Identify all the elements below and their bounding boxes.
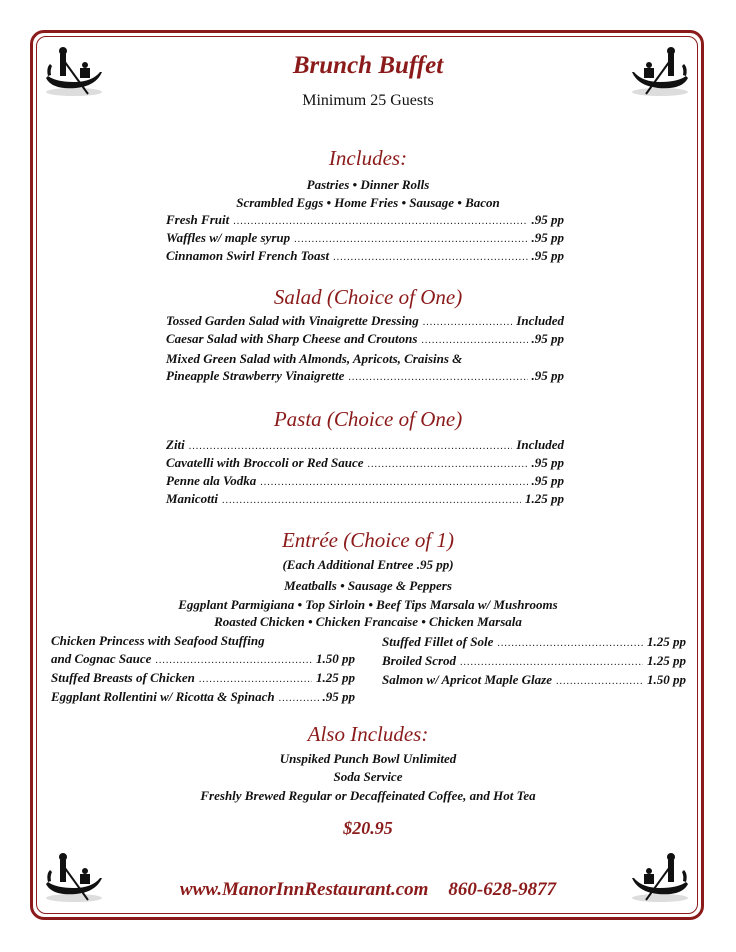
- item-price: .95 pp: [531, 455, 564, 470]
- item-name: and Cognac Sauce: [51, 651, 152, 666]
- includes-line-1: Pastries • Dinner Rolls: [306, 177, 430, 192]
- item-name: Ziti: [166, 437, 185, 452]
- dot-leader: [421, 335, 527, 346]
- item-name-line1: Mixed Green Salad with Almonds, Apricots, Craisins &: [166, 351, 463, 366]
- item-name: Waffles w/ maple syrup: [166, 230, 291, 245]
- item-name: Cinnamon Swirl French Toast: [166, 248, 330, 263]
- entree-note: (Each Additional Entree .95 pp): [282, 557, 454, 572]
- item-name: Eggplant Rollentini w/ Ricotta & Spinach: [51, 689, 275, 704]
- footer-contact: [0, 879, 736, 901]
- item-name: Salmon w/ Apricot Maple Glaze: [382, 672, 552, 687]
- item-name: Stuffed Fillet of Sole: [382, 634, 494, 649]
- menu-item: [166, 313, 564, 329]
- item-name: Penne ala Vodka: [166, 473, 257, 488]
- entree-line-2: Eggplant Parmigiana • Top Sirloin • Beef Tips Marsala w/ Mushrooms: [178, 597, 558, 612]
- item-name: Broiled Scrod: [382, 653, 457, 668]
- item-name: Manicotti: [166, 491, 219, 506]
- item-price: .95 pp: [531, 212, 564, 227]
- item-price: 1.25 pp: [647, 634, 686, 649]
- dot-leader: [189, 441, 513, 452]
- item-price: .95 pp: [531, 230, 564, 245]
- item-price: 1.25 pp: [525, 491, 564, 506]
- dot-leader: [368, 459, 528, 470]
- item-price: 1.50 pp: [316, 651, 355, 666]
- item-price: .95 pp: [322, 689, 355, 704]
- item-name: Cavatelli with Broccoli or Red Sauce: [166, 455, 364, 470]
- salad-heading: Salad (Choice of One): [273, 285, 463, 309]
- also-line-3: Freshly Brewed Regular or Decaffeinated Coffee, and Hot Tea: [200, 788, 536, 803]
- item-price: 1.50 pp: [647, 672, 686, 687]
- menu-item: [166, 437, 564, 453]
- dot-leader: [222, 495, 521, 506]
- pasta-heading: Pasta (Choice of One): [273, 407, 463, 431]
- item-name-line1: Chicken Princess with Seafood Stuffing: [51, 633, 265, 648]
- page-title: Brunch Buffet: [292, 52, 444, 79]
- item-price: 1.25 pp: [647, 653, 686, 668]
- menu-item: [51, 651, 355, 667]
- menu-item: [51, 670, 355, 686]
- dot-leader: [233, 216, 527, 227]
- item-name: Tossed Garden Salad with Vinaigrette Dressing: [166, 313, 419, 328]
- menu-item: [166, 248, 564, 264]
- item-name: Caesar Salad with Sharp Cheese and Croutons: [166, 331, 418, 346]
- dot-leader: [556, 676, 643, 687]
- dot-leader: [348, 372, 527, 383]
- entree-line-3: Roasted Chicken • Chicken Francaise • Chicken Marsala: [214, 614, 522, 629]
- menu-item: [166, 473, 564, 489]
- includes-line-2: Scrambled Eggs • Home Fries • Sausage • Bacon: [236, 195, 500, 210]
- menu-item: [166, 230, 564, 246]
- page-subtitle: Minimum 25 Guests: [302, 92, 434, 109]
- website-link[interactable]: www.ManorInnRestaurant.com: [179, 879, 429, 900]
- dot-leader: [260, 477, 527, 488]
- item-price: .95 pp: [531, 473, 564, 488]
- phone-number: 860-628-9877: [448, 879, 557, 900]
- menu-item: [382, 653, 686, 669]
- total-price: $20.95: [343, 818, 393, 838]
- item-name: Stuffed Breasts of Chicken: [51, 670, 195, 685]
- also-heading: Also Includes:: [307, 722, 429, 746]
- item-name: Fresh Fruit: [166, 212, 230, 227]
- item-price: .95 pp: [531, 248, 564, 263]
- menu-item: [166, 212, 564, 228]
- dot-leader: [333, 252, 527, 263]
- menu-item: [166, 491, 564, 507]
- also-line-2: Soda Service: [333, 769, 403, 784]
- menu-item: [51, 689, 355, 705]
- item-price: Included: [516, 313, 564, 328]
- includes-heading: Includes:: [328, 146, 408, 170]
- dot-leader: [497, 638, 643, 649]
- dot-leader: [155, 655, 312, 666]
- item-price: 1.25 pp: [316, 670, 355, 685]
- item-price: .95 pp: [531, 331, 564, 346]
- menu-item: [166, 368, 564, 384]
- dot-leader: [279, 693, 319, 704]
- dot-leader: [294, 234, 527, 245]
- entree-heading: Entrée (Choice of 1): [281, 528, 455, 552]
- also-line-1: Unspiked Punch Bowl Unlimited: [279, 751, 457, 766]
- dot-leader: [423, 317, 513, 328]
- item-price: .95 pp: [531, 368, 564, 383]
- item-name: Pineapple Strawberry Vinaigrette: [166, 368, 345, 383]
- dot-leader: [460, 657, 643, 668]
- menu-item: [382, 672, 686, 688]
- item-price: Included: [516, 437, 564, 452]
- entree-line-1: Meatballs • Sausage & Peppers: [284, 578, 452, 593]
- menu-item: [166, 331, 564, 347]
- dot-leader: [199, 674, 312, 685]
- menu-item: [166, 455, 564, 471]
- menu-item: [382, 634, 686, 650]
